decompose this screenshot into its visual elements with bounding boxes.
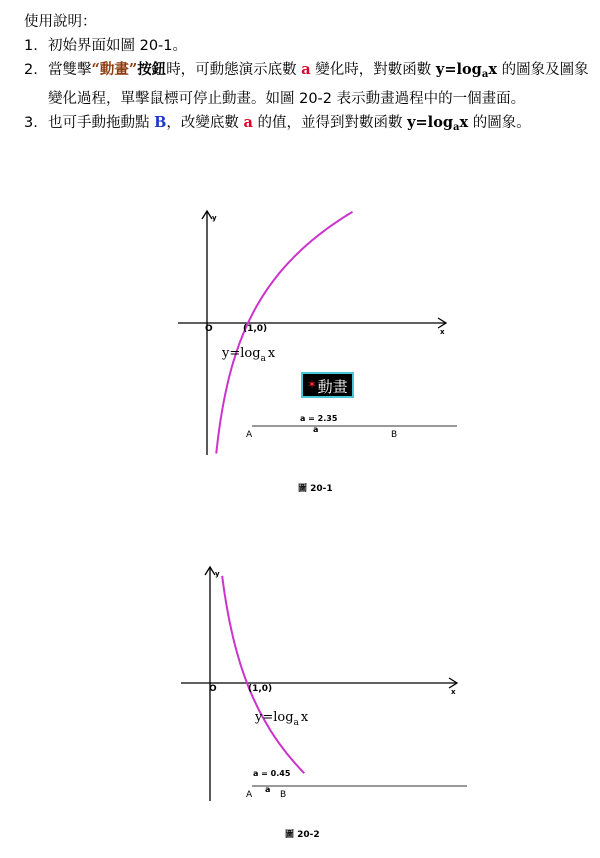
- log-curve: [222, 576, 304, 773]
- text-segment: 的值，並得到對數函數: [252, 115, 408, 131]
- figure-20-1-caption: 圖 20-1: [298, 484, 333, 494]
- text-segment: ，改變底數: [166, 115, 244, 131]
- figure-20-2-caption: 圖 20-2: [285, 830, 320, 840]
- slider-a-label: a: [313, 425, 319, 434]
- star-icon: ✶: [307, 378, 317, 391]
- text-segment: 當雙擊: [48, 62, 92, 78]
- text-segment: 按鈕: [137, 61, 167, 78]
- origin-label: O: [205, 324, 213, 334]
- item-number: 1.: [24, 38, 38, 54]
- y-axis-label: y: [212, 214, 217, 222]
- instructions-title: 使用說明：: [24, 14, 97, 30]
- slider-value-label: a = 2.35: [300, 414, 338, 423]
- point-b-label: B: [154, 114, 167, 131]
- text-segment: 的圖象。: [468, 115, 531, 131]
- origin-label: O: [209, 684, 217, 694]
- function-formula: $y=\log_ax$: [435, 61, 497, 80]
- item-number: 3.: [24, 115, 38, 131]
- text-segment: 時，可動態演示底數: [166, 62, 302, 78]
- slider-point-b: B: [391, 430, 398, 440]
- slider-value-label: a = 0.45: [253, 769, 291, 778]
- item-text: 初始界面如圖 20-1。: [48, 38, 188, 54]
- animate-button-label: 動畫: [317, 378, 348, 396]
- text-segment: 的圖象及圖象變化過程，單擊鼠標可停止動畫。如圖 20-2 表示動畫過程中的一個畫面。: [48, 62, 589, 107]
- variable-a: a: [301, 61, 311, 78]
- function-label: $y=\log_a$ x: [255, 710, 309, 728]
- animate-button[interactable]: [301, 372, 354, 398]
- function-label: $y=\log_a$ x: [222, 346, 276, 364]
- slider-point-a: A: [246, 430, 253, 440]
- y-axis-label: y: [215, 570, 220, 578]
- x-axis-label: x: [451, 688, 456, 696]
- slider-point-b: B: [280, 790, 287, 800]
- slider-point-a: A: [246, 790, 253, 800]
- variable-a: a: [243, 114, 253, 131]
- text-segment: 變化時，對數函數: [310, 62, 436, 78]
- point-1-0-label: (1,0): [248, 684, 273, 694]
- point-1-0-label: (1,0): [243, 324, 268, 334]
- item-number: 2.: [24, 62, 38, 78]
- function-formula: $y=\log_ax$: [407, 114, 469, 133]
- x-axis-label: x: [440, 328, 445, 336]
- slider-a-label: a: [265, 785, 271, 794]
- animate-button-name: “動畫”: [91, 61, 138, 78]
- text-segment: 也可手動拖動點: [48, 115, 155, 131]
